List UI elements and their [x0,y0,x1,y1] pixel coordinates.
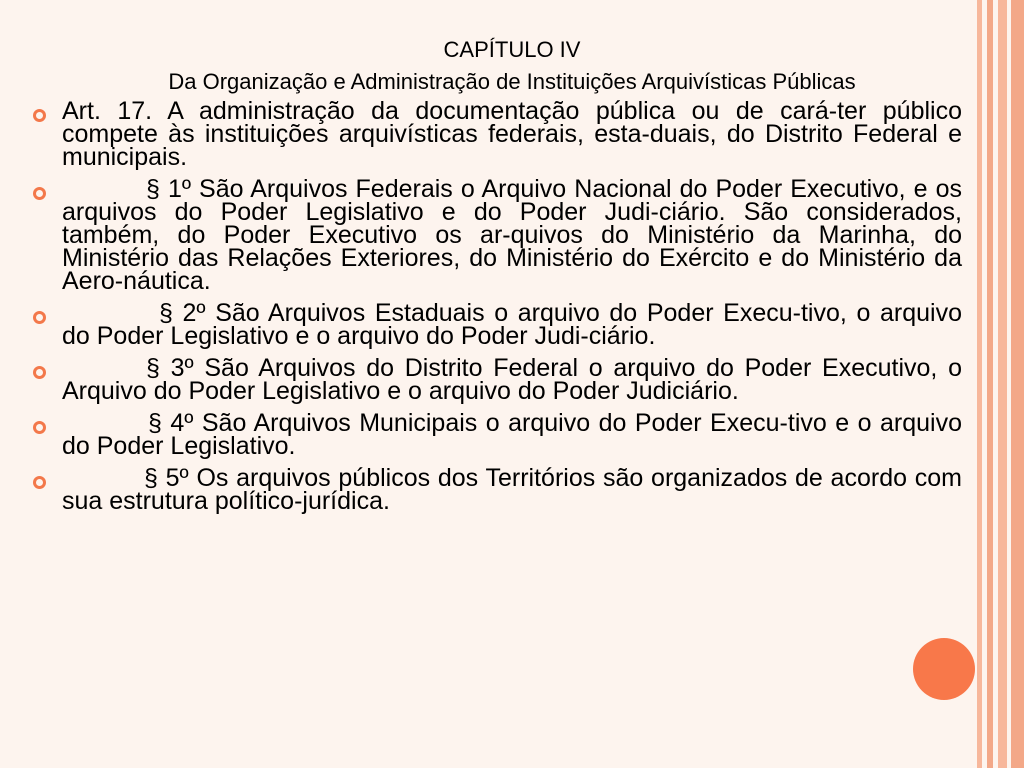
paragraph-text: § 4º São Arquivos Municipais o arquivo do Poder Execu-tivo e o arquivo do Poder Legislativo. [62,409,962,460]
bullet-icon [33,476,46,489]
decorative-circle [913,638,975,700]
list-item [62,354,962,405]
paragraph-text: § 5º Os arquivos públicos dos Territórios são organizados de acordo com sua estrutura político-jurídica. [62,464,962,515]
decorative-stripe [998,0,1007,768]
list-item [62,175,962,295]
bullet-icon [33,109,46,122]
list-item [62,464,962,515]
decorative-stripe [1008,0,1010,768]
chapter-title: CAPÍTULO IV [443,37,581,62]
decorative-stripe [987,0,993,768]
paragraph-text: § 2º São Arquivos Estaduais o arquivo do Poder Execu-tivo, o arquivo do Poder Legislativo e o arquivo do Poder Judi-ciário. [62,299,962,350]
decorative-stripe [1011,0,1024,768]
bullet-icon [33,366,46,379]
bullet-icon [33,311,46,324]
article-text: Art. 17. A administração da documentação pública ou de cará-ter público compete às instituições arquivísticas federais, esta-duais, do Distrito Federal e municipais. [62,97,962,171]
decorative-stripe [994,0,997,768]
list-item [62,409,962,460]
paragraph-text: § 3º São Arquivos do Distrito Federal o arquivo do Poder Executivo, o Arquivo do Poder Legislativo e o arquivo do Poder Judiciário. [62,354,962,405]
list-item [62,299,962,350]
list-item [62,97,962,171]
bullet-icon [33,187,46,200]
chapter-subtitle: Da Organização e Administração de Instituições Arquivísticas Públicas [168,69,856,94]
decorative-stripe [977,0,982,768]
decorative-stripe [983,0,986,768]
bullet-icon [33,421,46,434]
paragraph-text: § 1º São Arquivos Federais o Arquivo Nacional do Poder Executivo, e os arquivos do Poder Legislativo e do Poder Judi-ciário. São considerados, também, do Poder Executivo os ar-quivos do Ministério da Marinha, do Ministério das Relações Exteriores, do Ministério do Exército e do Ministério da Aero-náutica. [62,175,962,295]
article-list [62,97,962,522]
